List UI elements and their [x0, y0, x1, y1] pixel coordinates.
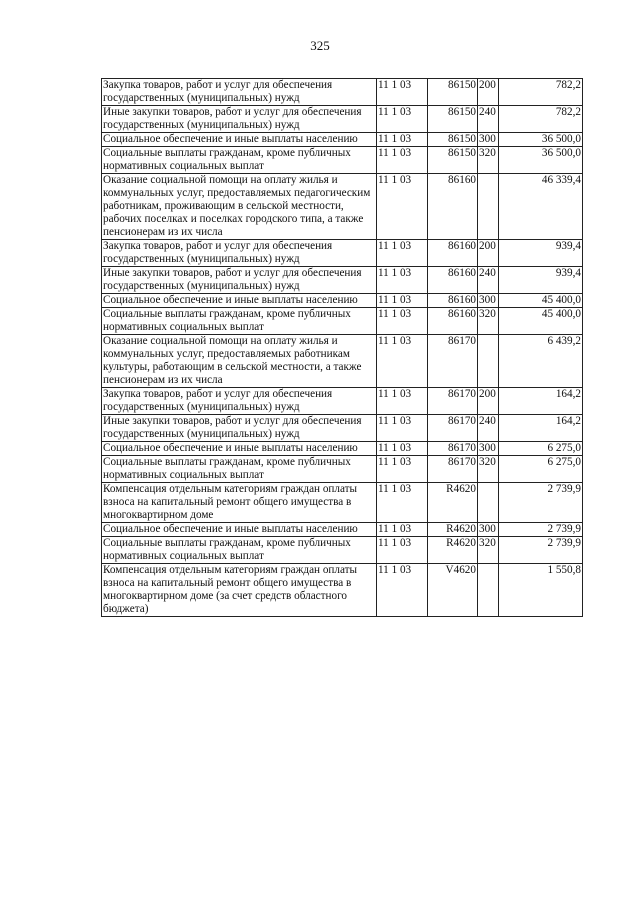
- row-name: Компенсация отдельным категориям граждан оплаты взноса на капитальный ремонт общего имущества в многоквартирном доме (за счет средств областного бюджета): [102, 564, 377, 617]
- row-amount: 6 275,0: [499, 442, 583, 456]
- table-row: [102, 335, 583, 388]
- row-amount: 782,2: [499, 106, 583, 133]
- table-row: [102, 106, 583, 133]
- row-type: 200: [478, 388, 499, 415]
- row-type: 320: [478, 147, 499, 174]
- row-type: 240: [478, 106, 499, 133]
- row-section: 11 1 03: [377, 442, 428, 456]
- table-row: [102, 483, 583, 523]
- row-amount: 939,4: [499, 267, 583, 294]
- row-section: 11 1 03: [377, 456, 428, 483]
- row-code: 86150: [428, 79, 478, 106]
- table-row: [102, 133, 583, 147]
- row-name: Иные закупки товаров, работ и услуг для обеспечения государственных (муниципальных) нужд: [102, 106, 377, 133]
- row-code: 86160: [428, 294, 478, 308]
- row-code: 86170: [428, 456, 478, 483]
- budget-table: [101, 78, 583, 617]
- row-type: 300: [478, 523, 499, 537]
- row-type: [478, 564, 499, 617]
- row-name: Социальные выплаты гражданам, кроме публичных нормативных социальных выплат: [102, 147, 377, 174]
- row-name: Закупка товаров, работ и услуг для обеспечения государственных (муниципальных) нужд: [102, 79, 377, 106]
- table-row: [102, 456, 583, 483]
- table-row: [102, 523, 583, 537]
- page-number: 325: [310, 38, 330, 53]
- table-row: [102, 388, 583, 415]
- row-code: 86170: [428, 388, 478, 415]
- row-code: 86150: [428, 106, 478, 133]
- row-type: 300: [478, 294, 499, 308]
- row-section: 11 1 03: [377, 106, 428, 133]
- table-row: [102, 79, 583, 106]
- table-row: [102, 415, 583, 442]
- row-code: 86160: [428, 308, 478, 335]
- row-code: 86170: [428, 442, 478, 456]
- row-section: 11 1 03: [377, 335, 428, 388]
- row-code: R4620: [428, 537, 478, 564]
- row-type: 240: [478, 415, 499, 442]
- row-section: 11 1 03: [377, 240, 428, 267]
- row-code: R4620: [428, 483, 478, 523]
- row-name: Социальные выплаты гражданам, кроме публичных нормативных социальных выплат: [102, 537, 377, 564]
- row-amount: 36 500,0: [499, 147, 583, 174]
- row-amount: 6 439,2: [499, 335, 583, 388]
- table-row: [102, 267, 583, 294]
- row-section: 11 1 03: [377, 564, 428, 617]
- row-name: Социальное обеспечение и иные выплаты населению: [102, 442, 377, 456]
- table-row: [102, 174, 583, 240]
- row-amount: 939,4: [499, 240, 583, 267]
- row-amount: 45 400,0: [499, 308, 583, 335]
- row-section: 11 1 03: [377, 147, 428, 174]
- row-section: 11 1 03: [377, 133, 428, 147]
- row-amount: 46 339,4: [499, 174, 583, 240]
- table-row: [102, 537, 583, 564]
- row-amount: 2 739,9: [499, 537, 583, 564]
- row-type: 320: [478, 456, 499, 483]
- row-name: Иные закупки товаров, работ и услуг для обеспечения государственных (муниципальных) нужд: [102, 267, 377, 294]
- row-code: 86160: [428, 174, 478, 240]
- row-type: 320: [478, 537, 499, 564]
- row-section: 11 1 03: [377, 483, 428, 523]
- row-name: Закупка товаров, работ и услуг для обеспечения государственных (муниципальных) нужд: [102, 240, 377, 267]
- row-amount: 164,2: [499, 415, 583, 442]
- row-name: Социальные выплаты гражданам, кроме публичных нормативных социальных выплат: [102, 456, 377, 483]
- row-name: Социальное обеспечение и иные выплаты населению: [102, 294, 377, 308]
- row-section: 11 1 03: [377, 174, 428, 240]
- row-section: 11 1 03: [377, 388, 428, 415]
- row-code: R4620: [428, 523, 478, 537]
- row-code: 86170: [428, 335, 478, 388]
- row-amount: 782,2: [499, 79, 583, 106]
- row-code: V4620: [428, 564, 478, 617]
- row-type: 200: [478, 79, 499, 106]
- row-section: 11 1 03: [377, 294, 428, 308]
- row-amount: 2 739,9: [499, 483, 583, 523]
- table-row: [102, 564, 583, 617]
- row-type: [478, 174, 499, 240]
- row-type: [478, 483, 499, 523]
- row-code: 86160: [428, 267, 478, 294]
- row-amount: 1 550,8: [499, 564, 583, 617]
- row-type: 300: [478, 133, 499, 147]
- row-name: Социальное обеспечение и иные выплаты населению: [102, 523, 377, 537]
- row-name: Социальное обеспечение и иные выплаты населению: [102, 133, 377, 147]
- row-section: 11 1 03: [377, 79, 428, 106]
- row-name: Социальные выплаты гражданам, кроме публичных нормативных социальных выплат: [102, 308, 377, 335]
- table-row: [102, 240, 583, 267]
- row-type: 320: [478, 308, 499, 335]
- row-name: Иные закупки товаров, работ и услуг для обеспечения государственных (муниципальных) нужд: [102, 415, 377, 442]
- row-name: Компенсация отдельным категориям граждан оплаты взноса на капитальный ремонт общего имущества в многоквартирном доме: [102, 483, 377, 523]
- row-amount: 6 275,0: [499, 456, 583, 483]
- row-amount: 164,2: [499, 388, 583, 415]
- row-name: Закупка товаров, работ и услуг для обеспечения государственных (муниципальных) нужд: [102, 388, 377, 415]
- row-amount: 36 500,0: [499, 133, 583, 147]
- row-amount: 45 400,0: [499, 294, 583, 308]
- table-row: [102, 294, 583, 308]
- row-code: 86150: [428, 133, 478, 147]
- row-section: 11 1 03: [377, 267, 428, 294]
- row-section: 11 1 03: [377, 415, 428, 442]
- row-name: Оказание социальной помощи на оплату жилья и коммунальных услуг, предоставляемых педагогическим работникам, проживающим в сельской местности, рабочих поселках и поселках городского типа, а также пенсионерам из их числа: [102, 174, 377, 240]
- table-row: [102, 147, 583, 174]
- table-row: [102, 442, 583, 456]
- row-section: 11 1 03: [377, 308, 428, 335]
- row-code: 86150: [428, 147, 478, 174]
- table-row: [102, 308, 583, 335]
- row-type: [478, 335, 499, 388]
- row-type: 300: [478, 442, 499, 456]
- row-section: 11 1 03: [377, 523, 428, 537]
- row-type: 240: [478, 267, 499, 294]
- row-type: 200: [478, 240, 499, 267]
- row-name: Оказание социальной помощи на оплату жилья и коммунальных услуг, предоставляемых работникам культуры, работающим в сельской местности, а также пенсионерам из их числа: [102, 335, 377, 388]
- row-section: 11 1 03: [377, 537, 428, 564]
- row-code: 86170: [428, 415, 478, 442]
- row-code: 86160: [428, 240, 478, 267]
- row-amount: 2 739,9: [499, 523, 583, 537]
